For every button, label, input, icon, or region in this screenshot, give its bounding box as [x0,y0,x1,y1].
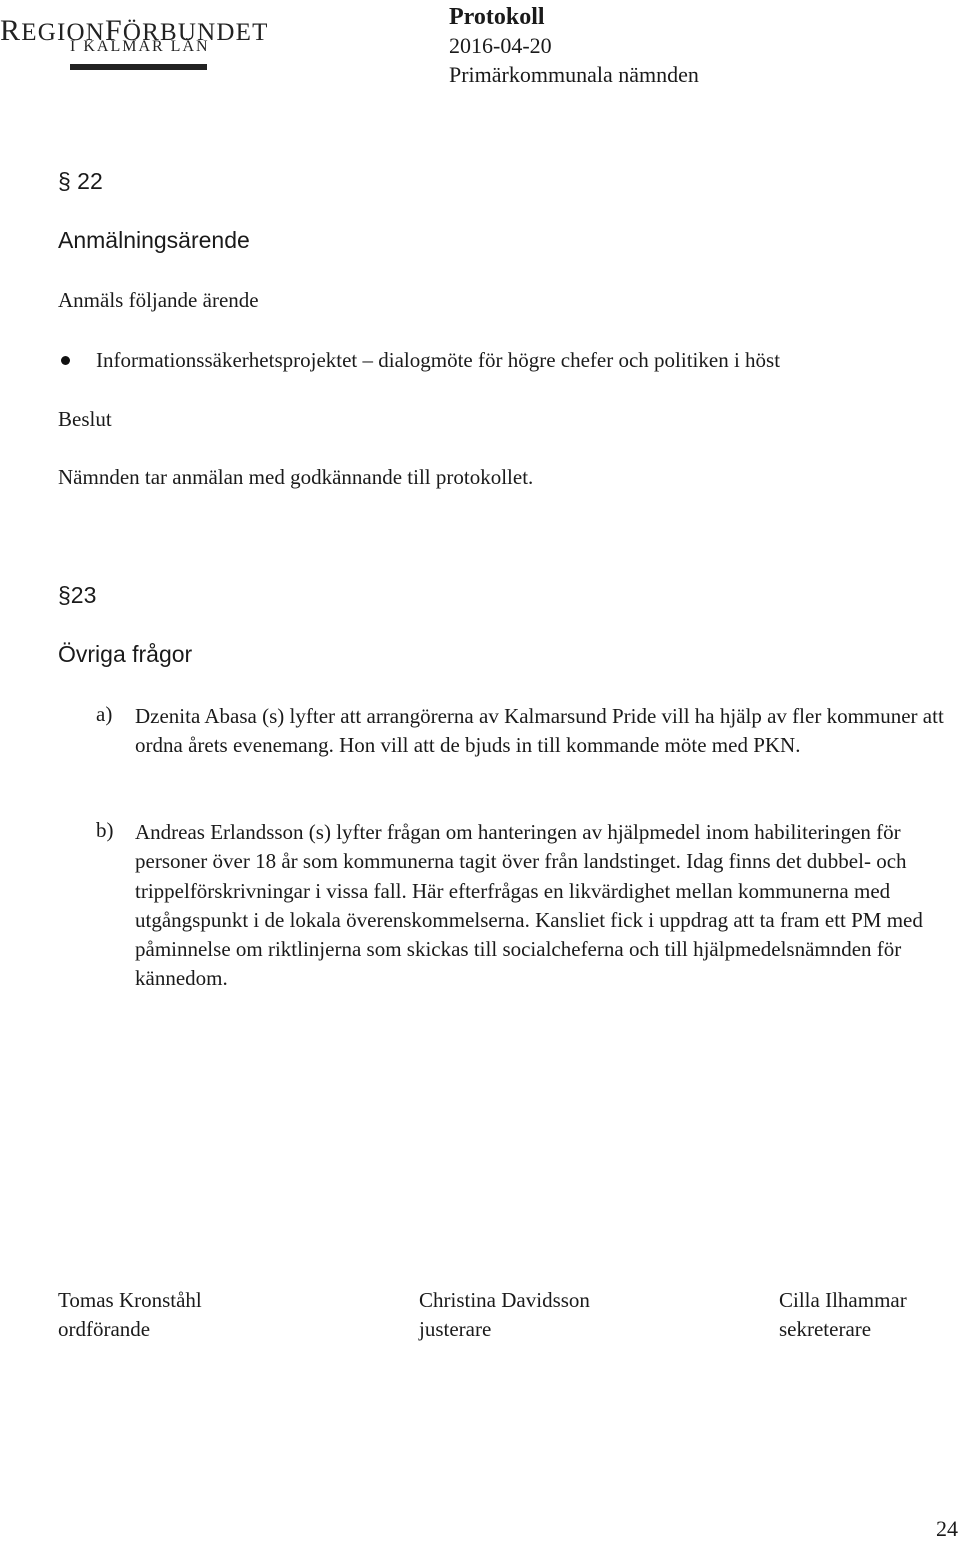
section-23-number: §23 [58,582,97,608]
signature-1-role: ordförande [58,1317,151,1341]
section-22-number: § 22 [58,168,103,194]
section-22-bullet-item: Informationssäkerhetsprojektet – dialogmöte för högre chefer och politiken i höst [96,348,781,372]
bullet-icon [61,356,70,365]
list-item-b-text: Andreas Erlandsson (s) lyfter frågan om hanteringen av hjälpmedel inom habiliteringen för personer över 18 år som kommunerna tagit över från landstinget. Idag finns det dubbel- och trippelförskrivningar i vissa fall. Här efterfrågas en likvärdighet mellan kommunerna med utgångspunkt i de lokala överenskommelserna. Kansliet fick i uppdrag att ta fram ett PM med påminnelse om riktlinjerna som skickas till socialcheferna och till hjälpmedelsnämnden för kännedom. [135,820,923,991]
document-type: Protokoll [449,4,545,30]
list-item-a-text: Dzenita Abasa (s) lyfter att arrangörerna av Kalmarsund Pride vill ha hjälp av fler kommuner att ordna årets evenemang. Hon vill att de bjuds in till kommande möte med PKN. [135,704,944,758]
document-date: 2016-04-20 [449,33,552,58]
signature-1-name: Tomas Kronståhl [58,1288,202,1312]
list-item-a-marker: a) [96,702,113,726]
page-number: 24 [936,1516,958,1541]
signature-2-role: justerare [419,1317,492,1341]
section-22-intro: Anmäls följande ärende [58,288,259,312]
logo-wordmark: REGIONFÖRBUNDET [0,14,269,47]
section-22-title: Anmälningsärende [58,227,250,253]
committee-name: Primärkommunala nämnden [449,62,699,87]
logo-bar [70,64,207,70]
signature-3-role: sekreterare [779,1317,872,1341]
list-item-b-marker: b) [96,818,114,842]
section-23-title: Övriga frågor [58,641,193,667]
logo-subline: I KALMAR LÄN [70,38,210,55]
signature-3-name: Cilla Ilhammar [779,1288,907,1312]
signature-2-name: Christina Davidsson [419,1288,590,1312]
decision-text: Nämnden tar anmälan med godkännande till protokollet. [58,465,534,489]
decision-label: Beslut [58,407,112,431]
